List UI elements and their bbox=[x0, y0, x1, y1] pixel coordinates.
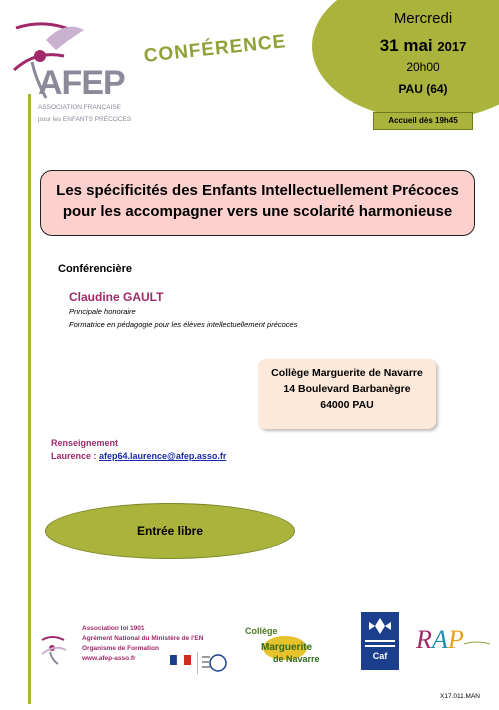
contact-person: Laurence : bbox=[51, 451, 100, 461]
svg-text:Marguerite: Marguerite bbox=[261, 642, 313, 653]
title-line: Les spécificités des Enfants Intellectuellement Précoces bbox=[56, 182, 459, 199]
afep-small-logo bbox=[40, 632, 76, 666]
venue-name: Collège Marguerite de Navarre bbox=[271, 367, 423, 379]
title-line: pour les accompagner vers une scolarité harmonieuse bbox=[62, 203, 453, 220]
footer-website: www.afep-asso.fr bbox=[82, 655, 136, 662]
event-year: 2017 bbox=[437, 39, 467, 54]
venue-box bbox=[258, 359, 436, 429]
svg-text:Collège: Collège bbox=[245, 626, 278, 636]
entry-badge: Entrée libre bbox=[45, 503, 295, 559]
logo-text: AFEP bbox=[38, 64, 125, 102]
event-time: 20h00 bbox=[406, 60, 440, 74]
footer-line: Organisme de Formation bbox=[82, 645, 159, 652]
svg-text:de Navarre: de Navarre bbox=[273, 654, 320, 664]
speaker-role: Principale honoraire bbox=[69, 307, 136, 316]
svg-text:A: A bbox=[432, 625, 448, 654]
svg-text:Caf: Caf bbox=[372, 651, 388, 661]
speaker-role: Formatrice en pédagogie pour les élèves intellectuellement précoces bbox=[69, 320, 298, 329]
event-day: Mercredi bbox=[393, 10, 453, 27]
svg-text:P: P bbox=[448, 625, 464, 654]
marianne-logo bbox=[170, 655, 192, 669]
event-date bbox=[328, 36, 499, 56]
college-logo bbox=[243, 620, 343, 664]
ministry-logo bbox=[197, 652, 228, 674]
logo-subtitle: pour les ENFANTS PRÉCOCES bbox=[38, 116, 132, 123]
footer-line: Association loi 1901 bbox=[82, 625, 145, 632]
speaker-name: Claudine GAULT bbox=[69, 290, 164, 304]
info-label: Renseignement bbox=[51, 438, 119, 448]
footer-line: Agrément National du Ministère de l'EN bbox=[82, 635, 204, 642]
contact-line bbox=[51, 451, 226, 461]
svg-text:R: R bbox=[416, 625, 432, 654]
caf-logo bbox=[361, 612, 399, 670]
event-type: CONFÉRENCE bbox=[142, 31, 288, 67]
rap-logo bbox=[414, 618, 492, 658]
event-place: PAU (64) bbox=[398, 82, 448, 96]
contact-email-link[interactable]: afep64.laurence@afep.asso.fr bbox=[99, 451, 227, 461]
conference-title bbox=[40, 170, 475, 236]
venue-street: 14 Boulevard Barbanègre bbox=[283, 383, 411, 395]
speaker-label: Conférencière bbox=[58, 263, 132, 275]
vertical-rule bbox=[28, 94, 31, 704]
welcome-badge: Accueil dès 19h45 bbox=[373, 112, 473, 130]
logo-subtitle: ASSOCIATION FRANÇAISE bbox=[38, 104, 121, 111]
event-date-day: 31 mai bbox=[379, 36, 433, 55]
document-reference: X17.011.MAN bbox=[440, 693, 480, 700]
venue-city: 64000 PAU bbox=[320, 399, 374, 411]
